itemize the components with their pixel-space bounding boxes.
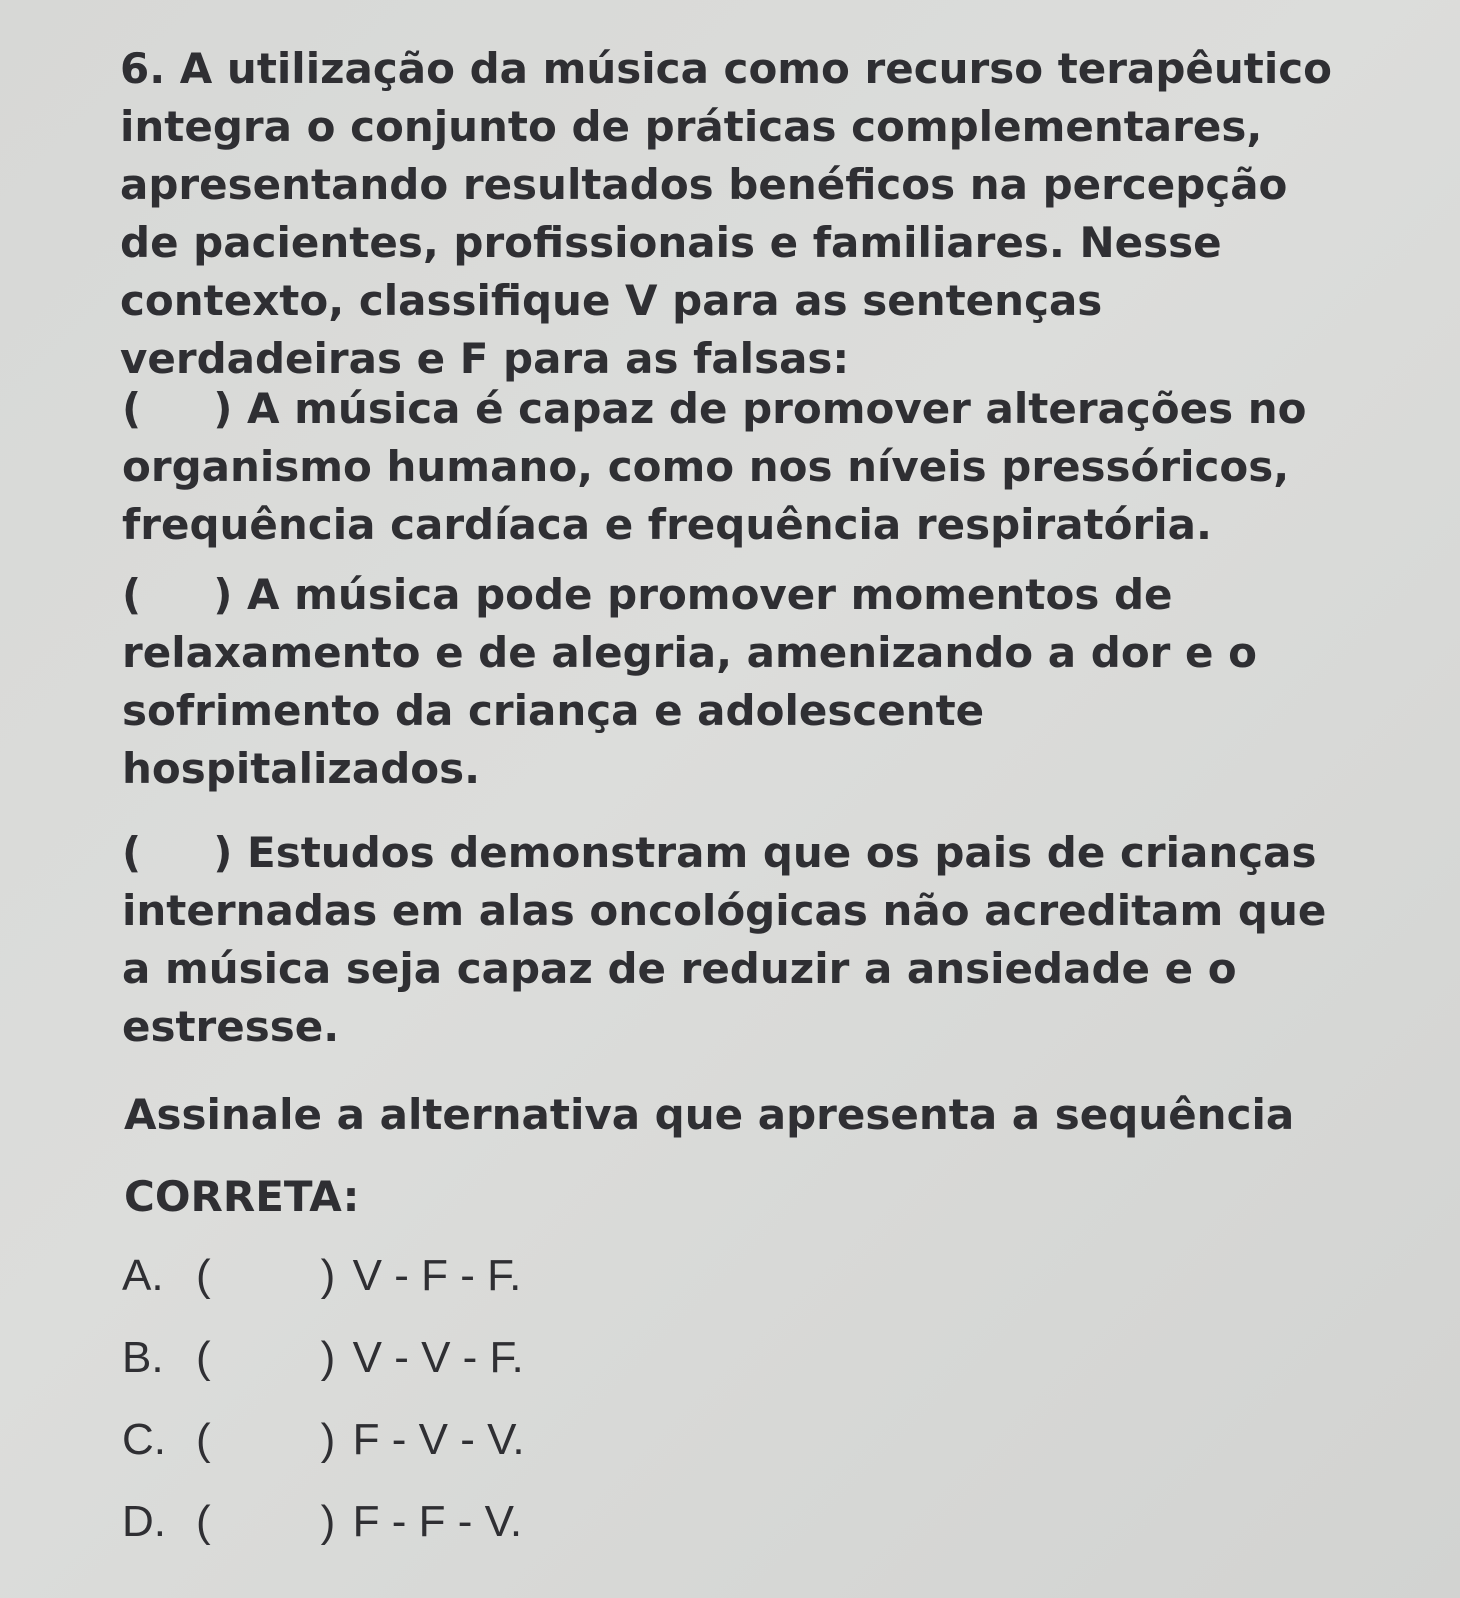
instruction-line: CORRETA:	[124, 1172, 360, 1221]
option-checkbox-close: )	[320, 1415, 336, 1464]
statement-line: organismo humano, como nos níveis pressóricos,	[122, 442, 1290, 491]
option-checkbox-open: (	[196, 1251, 211, 1300]
answer-blank-close: )	[213, 828, 233, 877]
option-c[interactable]	[122, 1414, 525, 1466]
statement-line: a música seja capaz de reduzir a ansiedade e o	[122, 944, 1237, 993]
option-letter: C.	[122, 1415, 166, 1464]
answer-blank-close: )	[213, 384, 233, 433]
option-text: F - F - V.	[352, 1497, 523, 1546]
statement-line: frequência cardíaca e frequência respiratória.	[122, 500, 1212, 549]
statement-line	[122, 824, 1442, 882]
question-line: 6. A utilização da música como recurso terapêutico	[120, 44, 1333, 93]
question-line: verdadeiras e F para as falsas:	[120, 334, 850, 383]
option-checkbox-open: (	[196, 1415, 211, 1464]
question-text	[120, 40, 1440, 388]
statement-text: A música pode promover momentos de	[247, 570, 1173, 619]
statement-line	[122, 566, 1442, 624]
option-checkbox-close: )	[320, 1333, 336, 1382]
statement-text: Estudos demonstram que os pais de crianças	[247, 828, 1317, 877]
question-line: de pacientes, profissionais e familiares. Nesse	[120, 218, 1222, 267]
option-checkbox-open: (	[196, 1497, 211, 1546]
statement-line: hospitalizados.	[122, 744, 481, 793]
option-checkbox-close: )	[320, 1497, 336, 1546]
question-line: contexto, classifique V para as sentenças	[120, 276, 1103, 325]
statement-line: relaxamento e de alegria, amenizando a dor e o	[122, 628, 1257, 677]
answer-blank-open: (	[122, 384, 142, 433]
option-letter: B.	[122, 1333, 164, 1382]
statement-line	[122, 380, 1442, 438]
answer-blank-open: (	[122, 828, 142, 877]
statement-line: internadas em alas oncológicas não acreditam que	[122, 886, 1327, 935]
answer-blank-open: (	[122, 570, 142, 619]
option-d[interactable]	[122, 1496, 522, 1548]
question-line: apresentando resultados benéficos na percepção	[120, 160, 1288, 209]
option-text: V - F - F.	[352, 1251, 522, 1300]
option-a[interactable]	[122, 1250, 521, 1302]
statement-1	[122, 380, 1442, 554]
statement-line: estresse.	[122, 1002, 340, 1051]
option-checkbox-open: (	[196, 1333, 211, 1382]
statement-line: sofrimento da criança e adolescente	[122, 686, 985, 735]
instruction-line: Assinale a alternativa que apresenta a sequência	[124, 1090, 1295, 1139]
question-line: integra o conjunto de práticas complementares,	[120, 102, 1263, 151]
option-text: V - V - F.	[352, 1333, 524, 1382]
answer-blank-close: )	[213, 570, 233, 619]
option-text: F - V - V.	[352, 1415, 525, 1464]
statement-2	[122, 566, 1442, 798]
option-letter: A.	[122, 1251, 164, 1300]
option-letter: D.	[122, 1497, 166, 1546]
statement-text: A música é capaz de promover alterações no	[247, 384, 1307, 433]
instruction-text	[124, 1074, 1444, 1238]
option-checkbox-close: )	[320, 1251, 336, 1300]
option-b[interactable]	[122, 1332, 524, 1384]
statement-3	[122, 824, 1442, 1056]
